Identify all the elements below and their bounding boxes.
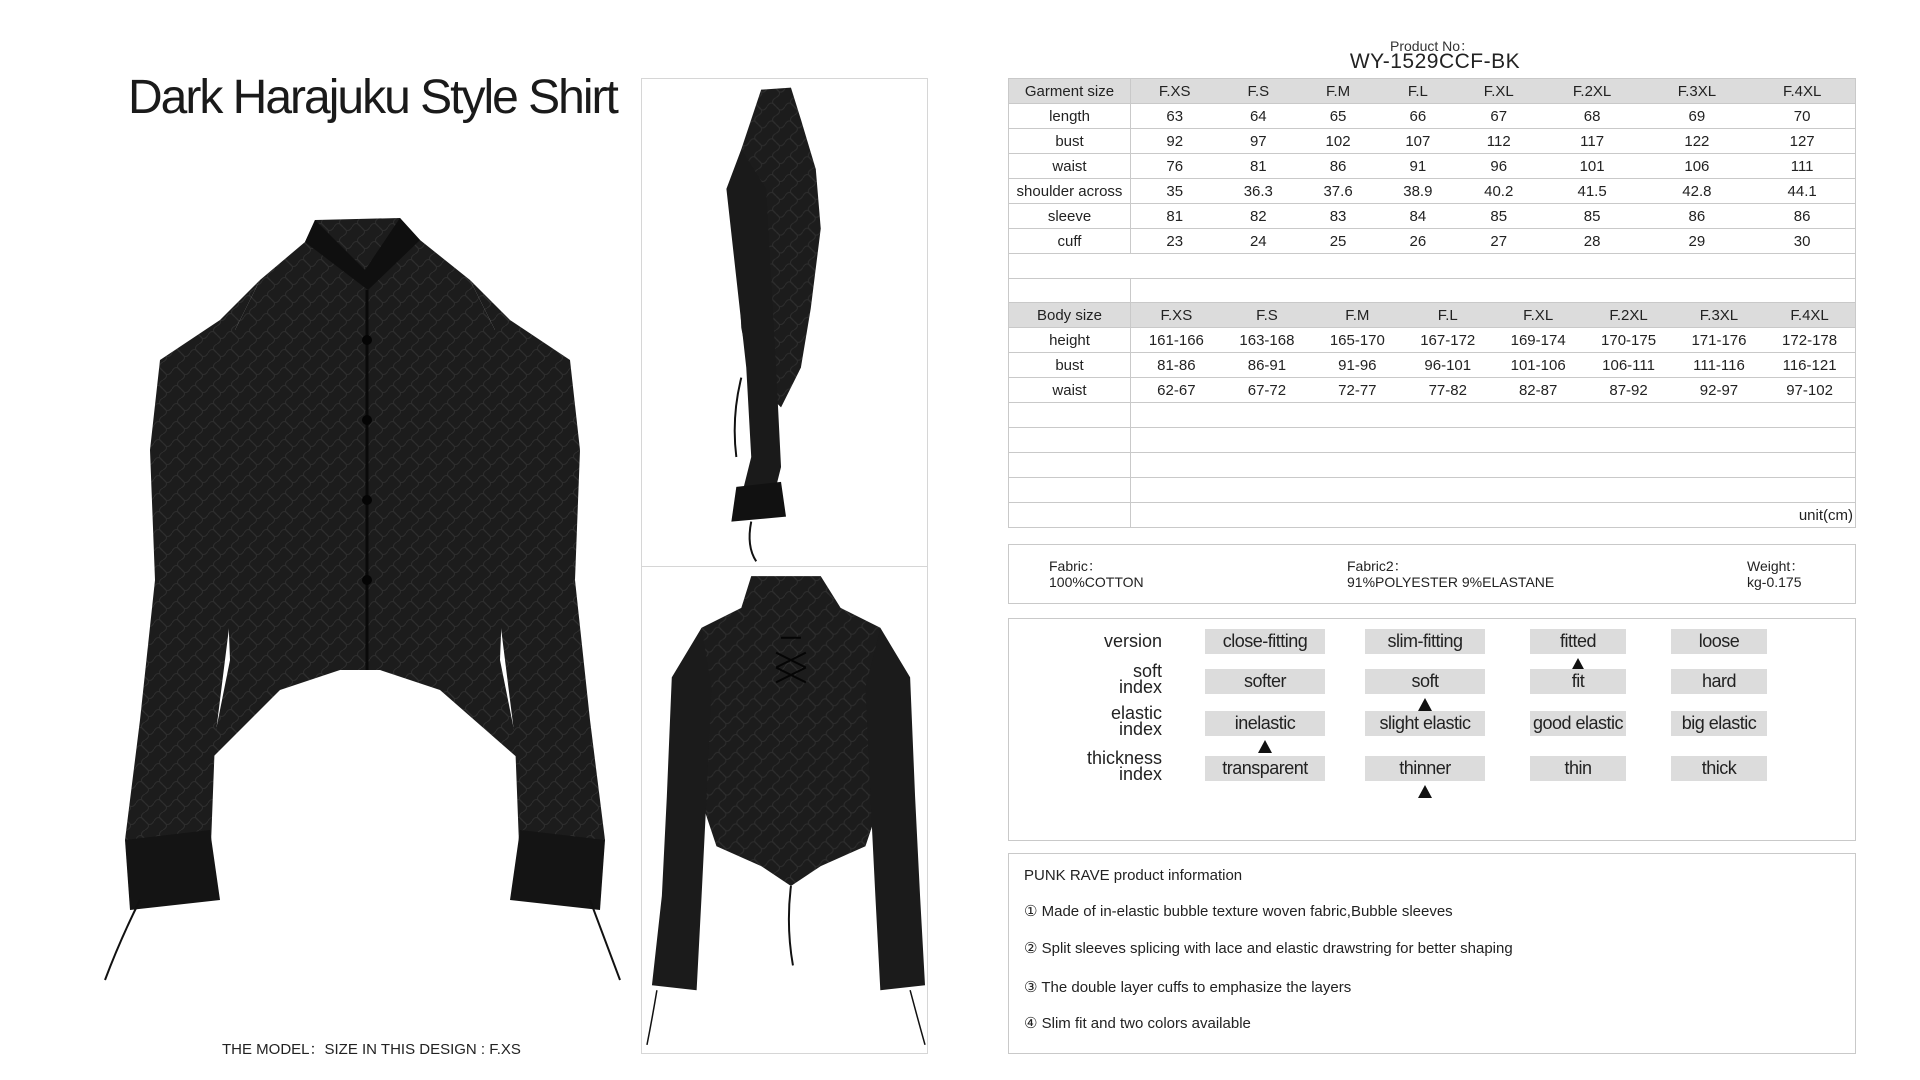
row-label: height <box>1009 328 1131 353</box>
table-cell: 37.6 <box>1298 179 1378 204</box>
table-cell: 68 <box>1540 104 1645 129</box>
empty-cell <box>1009 503 1131 528</box>
empty-cell <box>1009 428 1131 453</box>
header-cell: Body size <box>1009 303 1131 328</box>
table-cell: 122 <box>1644 129 1749 154</box>
table-cell: 40.2 <box>1458 179 1540 204</box>
table-cell: 161-166 <box>1131 328 1222 353</box>
empty-cell <box>1009 403 1131 428</box>
empty-cell <box>1131 279 1856 304</box>
empty-row <box>1009 453 1856 478</box>
empty-cell <box>1009 478 1131 503</box>
front-view-photo <box>100 200 630 1000</box>
header-cell: F.M <box>1312 303 1402 328</box>
header-cell: F.3XL <box>1674 303 1764 328</box>
empty-cell <box>1131 428 1856 453</box>
table-cell: 26 <box>1378 229 1458 254</box>
product-information <box>1008 853 1856 1054</box>
table-cell: 82-87 <box>1493 378 1583 403</box>
table-cell: 77-82 <box>1403 378 1493 403</box>
table-cell: 30 <box>1749 229 1855 254</box>
row-label: bust <box>1009 353 1131 378</box>
table-cell: 87-92 <box>1583 378 1673 403</box>
table-cell: 111 <box>1749 154 1855 179</box>
property-option: transparent <box>1205 756 1325 781</box>
table-cell: 67-72 <box>1222 378 1312 403</box>
table-cell: 92 <box>1131 129 1219 154</box>
table-cell: 169-174 <box>1493 328 1583 353</box>
header-cell: F.XS <box>1131 79 1219 104</box>
property-option: fitted <box>1530 629 1626 654</box>
table-cell: 72-77 <box>1312 378 1402 403</box>
property-option: thin <box>1530 756 1626 781</box>
table-cell: 172-178 <box>1764 328 1855 353</box>
front-shirt-illustration <box>100 200 630 1000</box>
table-cell: 63 <box>1131 104 1219 129</box>
table-cell: 86 <box>1298 154 1378 179</box>
table-cell: 70 <box>1749 104 1855 129</box>
selected-marker-icon <box>1418 785 1432 798</box>
table-cell: 82 <box>1218 204 1298 229</box>
info-line: ④ Slim fit and two colors available <box>1024 1015 1251 1032</box>
header-cell: F.S <box>1222 303 1312 328</box>
table-cell: 44.1 <box>1749 179 1855 204</box>
table-cell: 38.9 <box>1378 179 1458 204</box>
property-label: soft index <box>1118 661 1162 697</box>
table-cell: 96 <box>1458 154 1540 179</box>
table-cell: 170-175 <box>1583 328 1673 353</box>
empty-cell <box>1009 254 1131 279</box>
header-cell: F.3XL <box>1644 79 1749 104</box>
table-cell: 24 <box>1218 229 1298 254</box>
side-view-photo <box>641 78 928 567</box>
empty-row <box>1009 428 1856 453</box>
property-option: loose <box>1671 629 1767 654</box>
product-no: WY-1529CCF-BK <box>1349 50 1521 73</box>
header-cell: F.XS <box>1131 303 1222 328</box>
property-option: close-fitting <box>1205 629 1325 654</box>
table-cell: 117 <box>1540 129 1645 154</box>
table-cell: 85 <box>1458 204 1540 229</box>
table-cell: 36.3 <box>1218 179 1298 204</box>
fabric2-value: 91%POLYESTER 9%ELASTANE <box>1347 574 1555 590</box>
table-cell: 25 <box>1298 229 1378 254</box>
table-cell: 86 <box>1644 204 1749 229</box>
back-view-photo <box>641 567 928 1054</box>
table-cell: 106 <box>1644 154 1749 179</box>
table-cell: 83 <box>1298 204 1378 229</box>
header-cell: F.L <box>1378 79 1458 104</box>
table-cell: 86-91 <box>1222 353 1312 378</box>
table-cell: 27 <box>1458 229 1540 254</box>
fabric2 <box>1347 558 1554 590</box>
table-cell: 163-168 <box>1222 328 1312 353</box>
product-no-label: Product No： <box>1390 38 1475 54</box>
weight <box>1747 558 1804 590</box>
info-line: ③ The double layer cuffs to emphasize the layers <box>1024 979 1352 996</box>
weight-label: Weight： <box>1747 558 1805 574</box>
property-label: version <box>1103 631 1162 651</box>
table-cell: 62-67 <box>1131 378 1222 403</box>
empty-row <box>1009 403 1856 428</box>
table-cell: 69 <box>1644 104 1749 129</box>
property-option: hard <box>1671 669 1767 694</box>
table-cell: 165-170 <box>1312 328 1402 353</box>
property-option: fit <box>1530 669 1626 694</box>
info-line: ② Split sleeves splicing with lace and elastic drawstring for better shaping <box>1024 940 1513 957</box>
header-cell: F.XL <box>1458 79 1540 104</box>
row-label: sleeve <box>1009 204 1131 229</box>
table-cell: 97-102 <box>1764 378 1855 403</box>
table-cell: 23 <box>1131 229 1219 254</box>
product-title: Dark Harajuku Style Shirt <box>128 71 617 124</box>
table-cell: 116-121 <box>1764 353 1855 378</box>
property-option: thinner <box>1365 756 1485 781</box>
row-label: waist <box>1009 378 1131 403</box>
table-cell: 81 <box>1131 204 1219 229</box>
info-line: ① Made of in-elastic bubble texture woven fabric,Bubble sleeves <box>1024 903 1453 920</box>
table-cell: 96-101 <box>1403 353 1493 378</box>
table-cell: 41.5 <box>1540 179 1645 204</box>
weight-value: kg-0.175 <box>1747 574 1802 590</box>
empty-cell <box>1131 403 1856 428</box>
table-cell: 127 <box>1749 129 1855 154</box>
header-cell: F.2XL <box>1583 303 1673 328</box>
table-cell: 81-86 <box>1131 353 1222 378</box>
table-cell: 107 <box>1378 129 1458 154</box>
table-cell: 92-97 <box>1674 378 1764 403</box>
header-cell: F.M <box>1298 79 1378 104</box>
table-row <box>1009 129 1856 154</box>
garment-size-table <box>1008 78 1856 304</box>
fabric1-value: 100%COTTON <box>1049 574 1144 590</box>
property-option: good elastic <box>1530 711 1626 736</box>
table-cell: 29 <box>1644 229 1749 254</box>
property-option: soft <box>1365 669 1485 694</box>
table-cell: 42.8 <box>1644 179 1749 204</box>
header-cell: F.XL <box>1493 303 1583 328</box>
empty-cell <box>1131 478 1856 503</box>
header-cell: Garment size <box>1009 79 1131 104</box>
row-label: length <box>1009 104 1131 129</box>
table-cell: 97 <box>1218 129 1298 154</box>
property-option: big elastic <box>1671 711 1767 736</box>
header-cell: F.4XL <box>1749 79 1855 104</box>
property-label: thickness index <box>1086 748 1162 784</box>
fabric1 <box>1049 558 1144 590</box>
fabric-info <box>1008 544 1856 604</box>
fabric1-label: Fabric： <box>1049 558 1102 574</box>
property-option: slim-fitting <box>1365 629 1485 654</box>
table-cell: 101 <box>1540 154 1645 179</box>
info-title: PUNK RAVE product information <box>1024 867 1243 884</box>
table-cell: 66 <box>1378 104 1458 129</box>
table-row <box>1009 353 1856 378</box>
table-cell: 112 <box>1458 129 1540 154</box>
table-cell: 86 <box>1749 204 1855 229</box>
property-option: inelastic <box>1205 711 1325 736</box>
table-cell: 84 <box>1378 204 1458 229</box>
header-cell: F.L <box>1403 303 1493 328</box>
side-shirt-illustration <box>642 79 927 566</box>
table-row <box>1009 204 1856 229</box>
header-cell: F.S <box>1218 79 1298 104</box>
row-label: cuff <box>1009 229 1131 254</box>
empty-cell <box>1009 279 1131 304</box>
table-cell: 167-172 <box>1403 328 1493 353</box>
property-option: softer <box>1205 669 1325 694</box>
unit-row <box>1009 503 1856 528</box>
empty-cell <box>1009 453 1131 478</box>
table-row <box>1009 229 1856 254</box>
back-shirt-illustration <box>642 567 927 1053</box>
table-cell: 64 <box>1218 104 1298 129</box>
table-row <box>1009 154 1856 179</box>
empty-row <box>1009 478 1856 503</box>
table-row <box>1009 378 1856 403</box>
table-cell: 65 <box>1298 104 1378 129</box>
table-cell: 111-116 <box>1674 353 1764 378</box>
table-row <box>1009 328 1856 353</box>
empty-cell <box>1131 254 1856 279</box>
property-label: elastic index <box>1110 703 1162 739</box>
fabric2-label: Fabric2： <box>1347 558 1408 574</box>
table-cell: 101-106 <box>1493 353 1583 378</box>
row-label: bust <box>1009 129 1131 154</box>
empty-row <box>1009 254 1856 279</box>
selected-marker-icon <box>1418 698 1432 711</box>
table-cell: 91-96 <box>1312 353 1402 378</box>
table-cell: 171-176 <box>1674 328 1764 353</box>
unit-label: unit(cm) <box>1131 503 1856 528</box>
table-cell: 91 <box>1378 154 1458 179</box>
row-label: shoulder across <box>1009 179 1131 204</box>
header-cell: F.2XL <box>1540 79 1645 104</box>
selected-marker-icon <box>1258 740 1272 753</box>
table-cell: 102 <box>1298 129 1378 154</box>
header-cell: F.4XL <box>1764 303 1855 328</box>
table-cell: 35 <box>1131 179 1219 204</box>
table-row <box>1009 104 1856 129</box>
property-option: thick <box>1671 756 1767 781</box>
body-header-row <box>1009 303 1856 328</box>
empty-cell <box>1131 453 1856 478</box>
fit-properties <box>1008 618 1856 841</box>
table-cell: 28 <box>1540 229 1645 254</box>
row-label: waist <box>1009 154 1131 179</box>
table-cell: 67 <box>1458 104 1540 129</box>
table-cell: 85 <box>1540 204 1645 229</box>
model-size-note: THE MODEL：SIZE IN THIS DESIGN : F.XS <box>222 1041 521 1058</box>
empty-row <box>1009 279 1856 304</box>
table-row <box>1009 179 1856 204</box>
table-cell: 106-111 <box>1583 353 1673 378</box>
property-option: slight elastic <box>1365 711 1485 736</box>
body-size-table <box>1008 302 1856 528</box>
table-cell: 76 <box>1131 154 1219 179</box>
garment-header-row <box>1009 79 1856 104</box>
table-cell: 81 <box>1218 154 1298 179</box>
